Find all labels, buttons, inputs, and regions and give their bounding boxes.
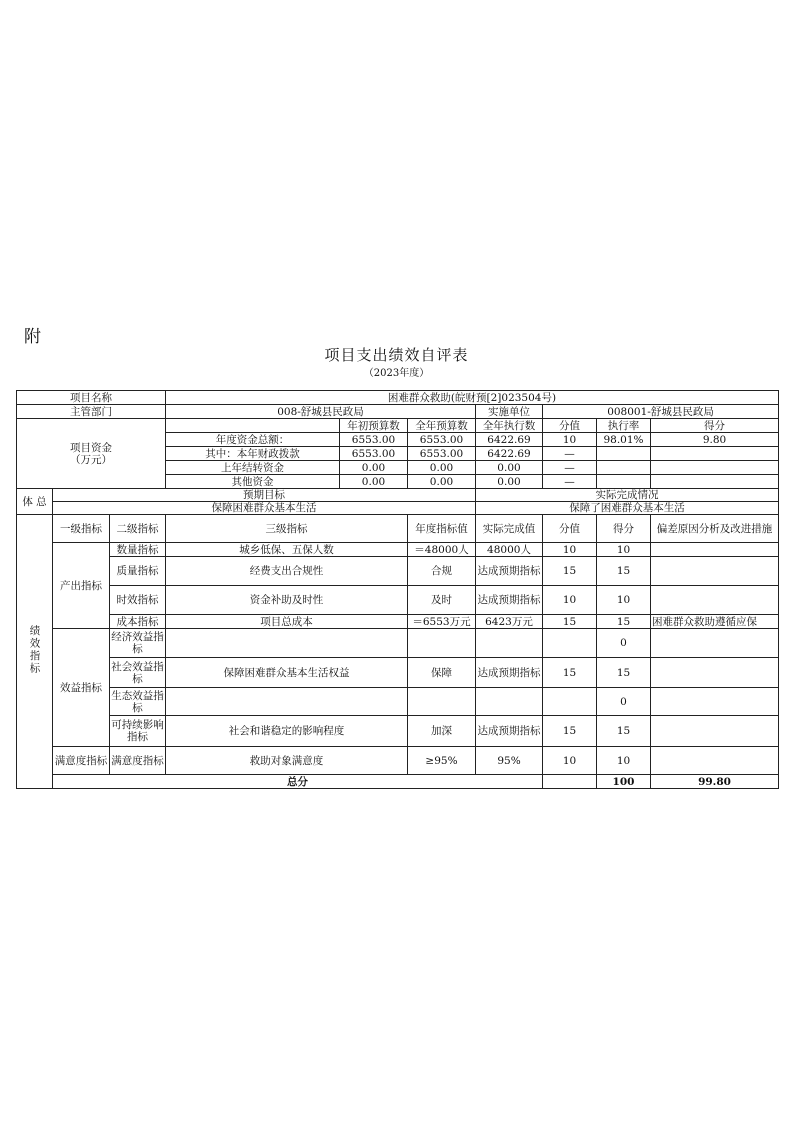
score-cell: 15 (543, 557, 597, 586)
level2-cell: 数量指标 (110, 543, 166, 557)
funds-header-initial: 年初预算数 (340, 419, 408, 433)
appendix-mark: 附 (24, 327, 41, 347)
level2-cell: 社会效益指标 (110, 658, 166, 688)
level3-cell (166, 688, 408, 716)
score-cell: 15 (543, 716, 597, 747)
level3-cell: 资金补助及时性 (166, 586, 408, 615)
level3-cell (166, 629, 408, 658)
col-note: 偏差原因分析及改进措施 (651, 515, 779, 543)
expected-goal-label: 预期目标 (53, 489, 476, 502)
funds-row-score: — (543, 447, 597, 461)
level3-cell: 经费支出合规性 (166, 557, 408, 586)
funds-row-executed: 6422.69 (476, 447, 543, 461)
expected-goal-value: 保障困难群众基本生活 (53, 502, 476, 515)
col-level1: 一级指标 (53, 515, 110, 543)
actual-cell: 95% (476, 747, 543, 775)
target-cell: ＝48000人 (408, 543, 476, 557)
page-title: 项目支出绩效自评表 (324, 346, 469, 364)
target-cell: 及时 (408, 586, 476, 615)
funds-row-got (651, 447, 779, 461)
col-score: 分值 (543, 515, 597, 543)
funds-row-initial: 0.00 (340, 475, 408, 489)
level2-cell: 时效指标 (110, 586, 166, 615)
got-cell: 0 (597, 629, 651, 658)
target-cell: ＝6553万元 (408, 615, 476, 629)
funds-row-executed: 0.00 (476, 475, 543, 489)
funds-row-rate (597, 461, 651, 475)
col-got: 得分 (597, 515, 651, 543)
funds-header-rate: 执行率 (597, 419, 651, 433)
actual-cell (476, 688, 543, 716)
funds-row-score: 10 (543, 433, 597, 447)
target-cell: 加深 (408, 716, 476, 747)
note-cell (651, 586, 779, 615)
got-cell: 15 (597, 615, 651, 629)
note-cell (651, 747, 779, 775)
indicator-row (17, 716, 779, 747)
overall-label: 体 总 (17, 489, 53, 515)
target-cell (408, 629, 476, 658)
level2-cell: 成本指标 (110, 615, 166, 629)
funds-row-executed: 0.00 (476, 461, 543, 475)
funds-row-got (651, 475, 779, 489)
indicator-row (17, 543, 779, 557)
indicator-side-text: 绩效指标 (28, 625, 41, 675)
indicator-row (17, 557, 779, 586)
score-cell (543, 629, 597, 658)
actual-cell (476, 629, 543, 658)
actual-cell: 48000人 (476, 543, 543, 557)
satisfaction-level1: 满意度指标 (53, 747, 110, 775)
funds-header-blank (166, 419, 340, 433)
total-label: 总分 (53, 775, 543, 789)
col-level3: 三级指标 (166, 515, 408, 543)
got-cell: 15 (597, 658, 651, 688)
benefit-indicator-label: 效益指标 (53, 629, 110, 747)
funds-row-annual: 6553.00 (408, 433, 476, 447)
page-year: （2023年度） (363, 368, 430, 379)
funds-label-line1: 项目资金 (70, 441, 112, 454)
indicator-header-row (17, 515, 779, 543)
funds-row-executed: 6422.69 (476, 433, 543, 447)
funds-row-annual: 0.00 (408, 461, 476, 475)
funds-header-executed: 全年执行数 (476, 419, 543, 433)
level3-cell: 保障困难群众基本生活权益 (166, 658, 408, 688)
dept-row (17, 405, 779, 419)
funds-row-label: 上年结转资金 (166, 461, 340, 475)
got-cell: 15 (597, 716, 651, 747)
level3-cell: 救助对象满意度 (166, 747, 408, 775)
score-cell: 10 (543, 543, 597, 557)
got-cell: 10 (597, 543, 651, 557)
funds-row-got: 9.80 (651, 433, 779, 447)
note-cell (651, 543, 779, 557)
indicator-side-label (17, 515, 53, 789)
funds-row-initial: 6553.00 (340, 447, 408, 461)
got-cell: 10 (597, 586, 651, 615)
funds-label (17, 419, 166, 489)
total-score: 100 (597, 775, 651, 789)
funds-row-label: 其中：本年财政拨款 (166, 447, 340, 461)
level3-cell: 社会和谐稳定的影响程度 (166, 716, 408, 747)
level3-cell: 项目总成本 (166, 615, 408, 629)
funds-row-annual: 6553.00 (408, 447, 476, 461)
actual-cell: 达成预期指标 (476, 586, 543, 615)
actual-cell: 达成预期指标 (476, 658, 543, 688)
total-row (17, 775, 779, 789)
funds-row-rate: 98.01% (597, 433, 651, 447)
funds-row-score: — (543, 475, 597, 489)
actual-cell: 达成预期指标 (476, 557, 543, 586)
actual-completion-label: 实际完成情况 (476, 489, 779, 502)
score-cell: 10 (543, 747, 597, 775)
impl-unit-label: 实施单位 (476, 405, 543, 419)
got-cell: 0 (597, 688, 651, 716)
level2-cell: 可持续影响指标 (110, 716, 166, 747)
indicator-row (17, 615, 779, 629)
indicator-row (17, 629, 779, 658)
col-target: 年度指标值 (408, 515, 476, 543)
actual-completion-value: 保障了困难群众基本生活 (476, 502, 779, 515)
note-cell (651, 688, 779, 716)
target-cell: 保障 (408, 658, 476, 688)
project-name-label: 项目名称 (17, 391, 166, 405)
funds-header-annual: 全年预算数 (408, 419, 476, 433)
indicator-row (17, 688, 779, 716)
level3-cell: 城乡低保、五保人数 (166, 543, 408, 557)
note-cell (651, 716, 779, 747)
funds-row-label: 年度资金总额： (166, 433, 340, 447)
note-cell (651, 557, 779, 586)
note-cell (651, 658, 779, 688)
dept-value: 008-舒城县民政局 (166, 405, 476, 419)
project-name-value: 困难群众救助(皖财预[2]023504号) (166, 391, 779, 405)
got-cell: 15 (597, 557, 651, 586)
funds-row-rate (597, 475, 651, 489)
funds-label-line2: （万元） (70, 453, 112, 466)
total-blank (543, 775, 597, 789)
target-cell: 合规 (408, 557, 476, 586)
score-cell: 15 (543, 615, 597, 629)
actual-cell: 达成预期指标 (476, 716, 543, 747)
project-name-row (17, 391, 779, 405)
overall-row (17, 502, 779, 515)
target-cell (408, 688, 476, 716)
level2-cell: 满意度指标 (110, 747, 166, 775)
funds-header-score: 分值 (543, 419, 597, 433)
indicator-row (17, 586, 779, 615)
dept-label: 主管部门 (17, 405, 166, 419)
funds-row-initial: 0.00 (340, 461, 408, 475)
self-evaluation-table (16, 390, 779, 789)
level2-cell: 经济效益指标 (110, 629, 166, 658)
score-cell: 10 (543, 586, 597, 615)
level2-cell: 生态效益指标 (111, 689, 164, 714)
impl-unit-value: 008001-舒城县民政局 (543, 405, 779, 419)
funds-header-got: 得分 (651, 419, 779, 433)
note-cell (651, 629, 779, 658)
indicator-row (17, 747, 779, 775)
funds-row-initial: 6553.00 (340, 433, 408, 447)
level2-cell: 质量指标 (110, 557, 166, 586)
funds-row-score: — (543, 461, 597, 475)
col-actual: 实际完成值 (476, 515, 543, 543)
actual-cell: 6423万元 (476, 615, 543, 629)
target-cell: ≥95% (408, 747, 476, 775)
funds-row-got (651, 461, 779, 475)
indicator-row (17, 658, 779, 688)
funds-row-rate (597, 447, 651, 461)
got-cell: 10 (597, 747, 651, 775)
col-level2: 二级指标 (110, 515, 166, 543)
score-cell: 15 (543, 658, 597, 688)
funds-row-label: 其他资金 (166, 475, 340, 489)
note-cell: 困难群众救助遵循应保 (651, 615, 779, 629)
score-cell (543, 688, 597, 716)
output-indicator-label: 产出指标 (53, 543, 110, 629)
funds-header-row (17, 419, 779, 433)
total-got: 99.80 (651, 775, 779, 789)
overall-header-row (17, 489, 779, 502)
funds-row-annual: 0.00 (408, 475, 476, 489)
